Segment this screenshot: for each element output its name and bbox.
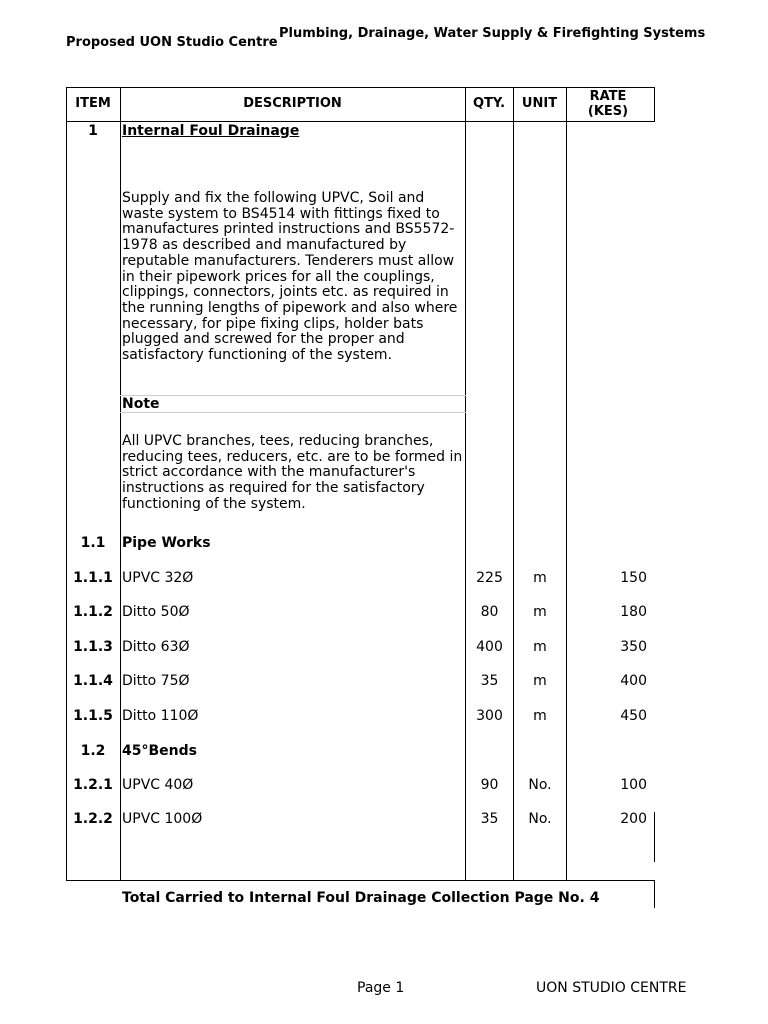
note-title: Note xyxy=(122,396,160,412)
col-border-left xyxy=(66,87,67,881)
row-description: UPVC 40Ø xyxy=(122,777,194,793)
column-header-rate: RATE (KES) xyxy=(587,89,629,119)
footer-page-number: Page 1 xyxy=(357,980,405,996)
row-unit: m xyxy=(533,639,547,655)
row-unit: m xyxy=(533,604,547,620)
header-section-title: Plumbing, Drainage, Water Supply & Firefighting Systems xyxy=(279,26,706,41)
col-border-right-header xyxy=(654,87,655,122)
column-header-unit: UNIT xyxy=(521,96,558,111)
row-unit: m xyxy=(533,708,547,724)
subsection-title: 45°Bends xyxy=(122,743,197,759)
row-qty: 300 xyxy=(476,708,503,724)
row-item: 1.1.5 xyxy=(73,708,113,724)
row-qty: 225 xyxy=(476,570,503,586)
section-title: Internal Foul Drainage xyxy=(122,123,300,139)
row-qty: 35 xyxy=(480,673,499,689)
column-header-description: DESCRIPTION xyxy=(243,96,342,111)
row-rate: 400 xyxy=(620,673,647,689)
col-border-qty xyxy=(513,87,514,881)
row-description: Ditto 75Ø xyxy=(122,673,190,689)
subsection-item-number: 1.2 xyxy=(80,743,106,759)
total-carried-label: Total Carried to Internal Foul Drainage Collection Page No. 4 xyxy=(122,890,600,906)
col-border-unit xyxy=(566,87,567,881)
row-description: UPVC 100Ø xyxy=(122,811,203,827)
subsection-item-number: 1.1 xyxy=(80,535,106,551)
row-item: 1.1.1 xyxy=(73,570,113,586)
row-qty: 90 xyxy=(480,777,499,793)
row-rate: 180 xyxy=(620,604,647,620)
row-unit: m xyxy=(533,673,547,689)
col-border-item xyxy=(120,87,121,881)
row-item: 1.1.2 xyxy=(73,604,113,620)
row-rate: 150 xyxy=(620,570,647,586)
row-qty: 35 xyxy=(480,811,499,827)
subsection-title: Pipe Works xyxy=(122,535,211,551)
row-description: Ditto 50Ø xyxy=(122,604,190,620)
column-header-item: ITEM xyxy=(75,96,111,111)
footer-project-name: UON STUDIO CENTRE xyxy=(536,980,687,996)
row-description: Ditto 110Ø xyxy=(122,708,199,724)
row-item: 1.2.1 xyxy=(73,777,113,793)
row-rate: 350 xyxy=(620,639,647,655)
row-item: 1.2.2 xyxy=(73,811,113,827)
row-rate: 100 xyxy=(620,777,647,793)
col-border-right-total xyxy=(654,880,655,908)
row-item: 1.1.3 xyxy=(73,639,113,655)
column-header-qty: QTY. xyxy=(472,96,506,111)
note-row xyxy=(120,395,466,413)
row-rate: 200 xyxy=(620,811,647,827)
row-qty: 80 xyxy=(480,604,499,620)
header-project-title: Proposed UON Studio Centre xyxy=(66,35,278,50)
col-border-right-partial xyxy=(654,812,655,862)
row-rate: 450 xyxy=(620,708,647,724)
row-unit: No. xyxy=(528,777,552,793)
intro-paragraph: Supply and fix the following UPVC, Soil and waste system to BS4514 with fittings fixed to manufactures printed instructions and BS5572-1978 as described and manufactured by reputable manufacturers. Tenderers must allow in their pipework prices for all the couplings, clippings, connectors, joints etc. as required in the running lengths of pipework and also where necessary, for pipe fixing clips, holder bats plugged and screwed for the proper and satisfactory functioning of the system. xyxy=(122,190,458,364)
row-description: Ditto 63Ø xyxy=(122,639,190,655)
note-paragraph: All UPVC branches, tees, reducing branches, reducing tees, reducers, etc. are to be formed in strict accordance with the manufacturer's instructions as required for the satisfactory functioning of the system. xyxy=(122,433,463,512)
row-unit: No. xyxy=(528,811,552,827)
row-description: UPVC 32Ø xyxy=(122,570,194,586)
row-item: 1.1.4 xyxy=(73,673,113,689)
section-item-number: 1 xyxy=(88,123,98,139)
row-unit: m xyxy=(533,570,547,586)
row-qty: 400 xyxy=(476,639,503,655)
